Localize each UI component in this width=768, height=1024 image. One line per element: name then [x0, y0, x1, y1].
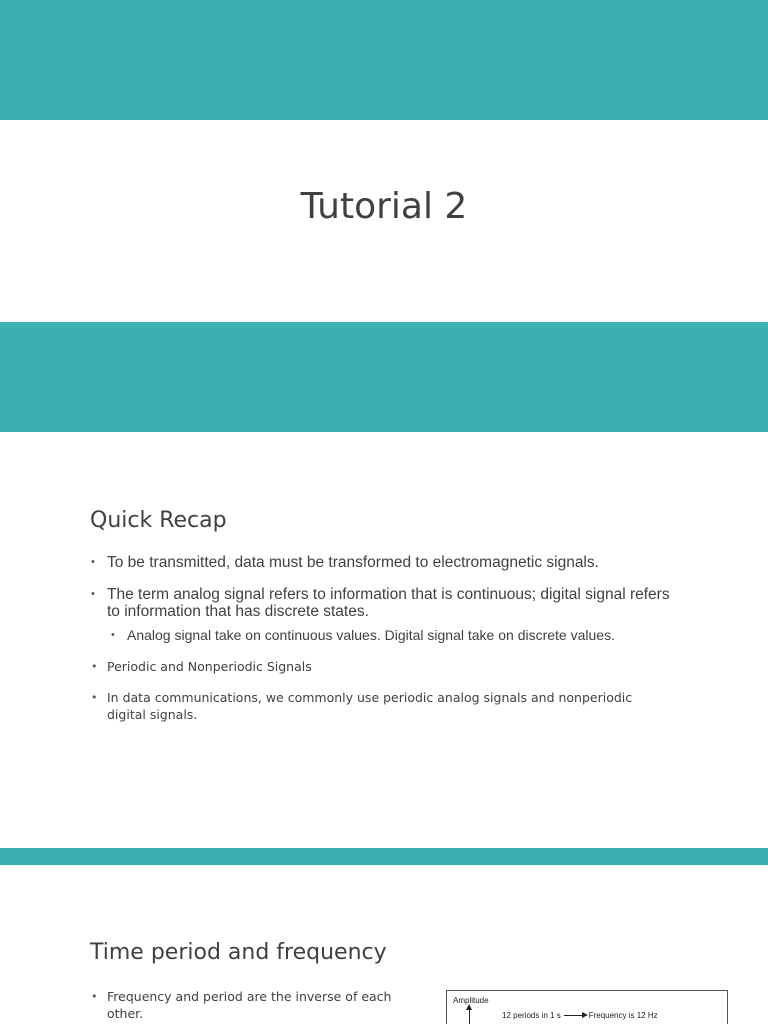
bullet-item: • Periodic and Nonperiodic Signals	[90, 658, 670, 675]
bullet-item: • In data communications, we commonly use periodic analog signals and nonperiodic digital signals.	[90, 689, 670, 723]
slide-header-band	[0, 848, 768, 865]
bullet-list	[90, 988, 420, 1022]
amplitude-label: Amplitude	[453, 996, 489, 1005]
bullet-list	[90, 554, 670, 723]
slide-heading: Time period and frequency	[90, 940, 387, 965]
sub-bullet-item: • Analog signal take on continuous values. Digital signal take on discrete values.	[110, 627, 670, 644]
arrow-right-icon	[564, 1015, 586, 1016]
amplitude-axis	[469, 1007, 470, 1024]
bullet-item: • To be transmitted, data must be transformed to electromagnetic signals.	[90, 554, 670, 571]
frequency-note	[502, 1011, 658, 1020]
frequency-label: Frequency is 12 Hz	[588, 1011, 658, 1020]
bullet-item: • Frequency and period are the inverse of each other.	[90, 988, 420, 1022]
slide-header-band	[0, 322, 768, 432]
slide-header-band	[0, 0, 768, 120]
slide-heading: Quick Recap	[90, 508, 227, 533]
periods-label: 12 periods in 1 s	[502, 1011, 561, 1020]
bullet-item: • The term analog signal refers to information that is continuous; digital signal refers to information that has discrete states.	[90, 586, 670, 620]
frequency-figure	[446, 990, 728, 1024]
slide-title: Tutorial 2	[300, 186, 468, 227]
